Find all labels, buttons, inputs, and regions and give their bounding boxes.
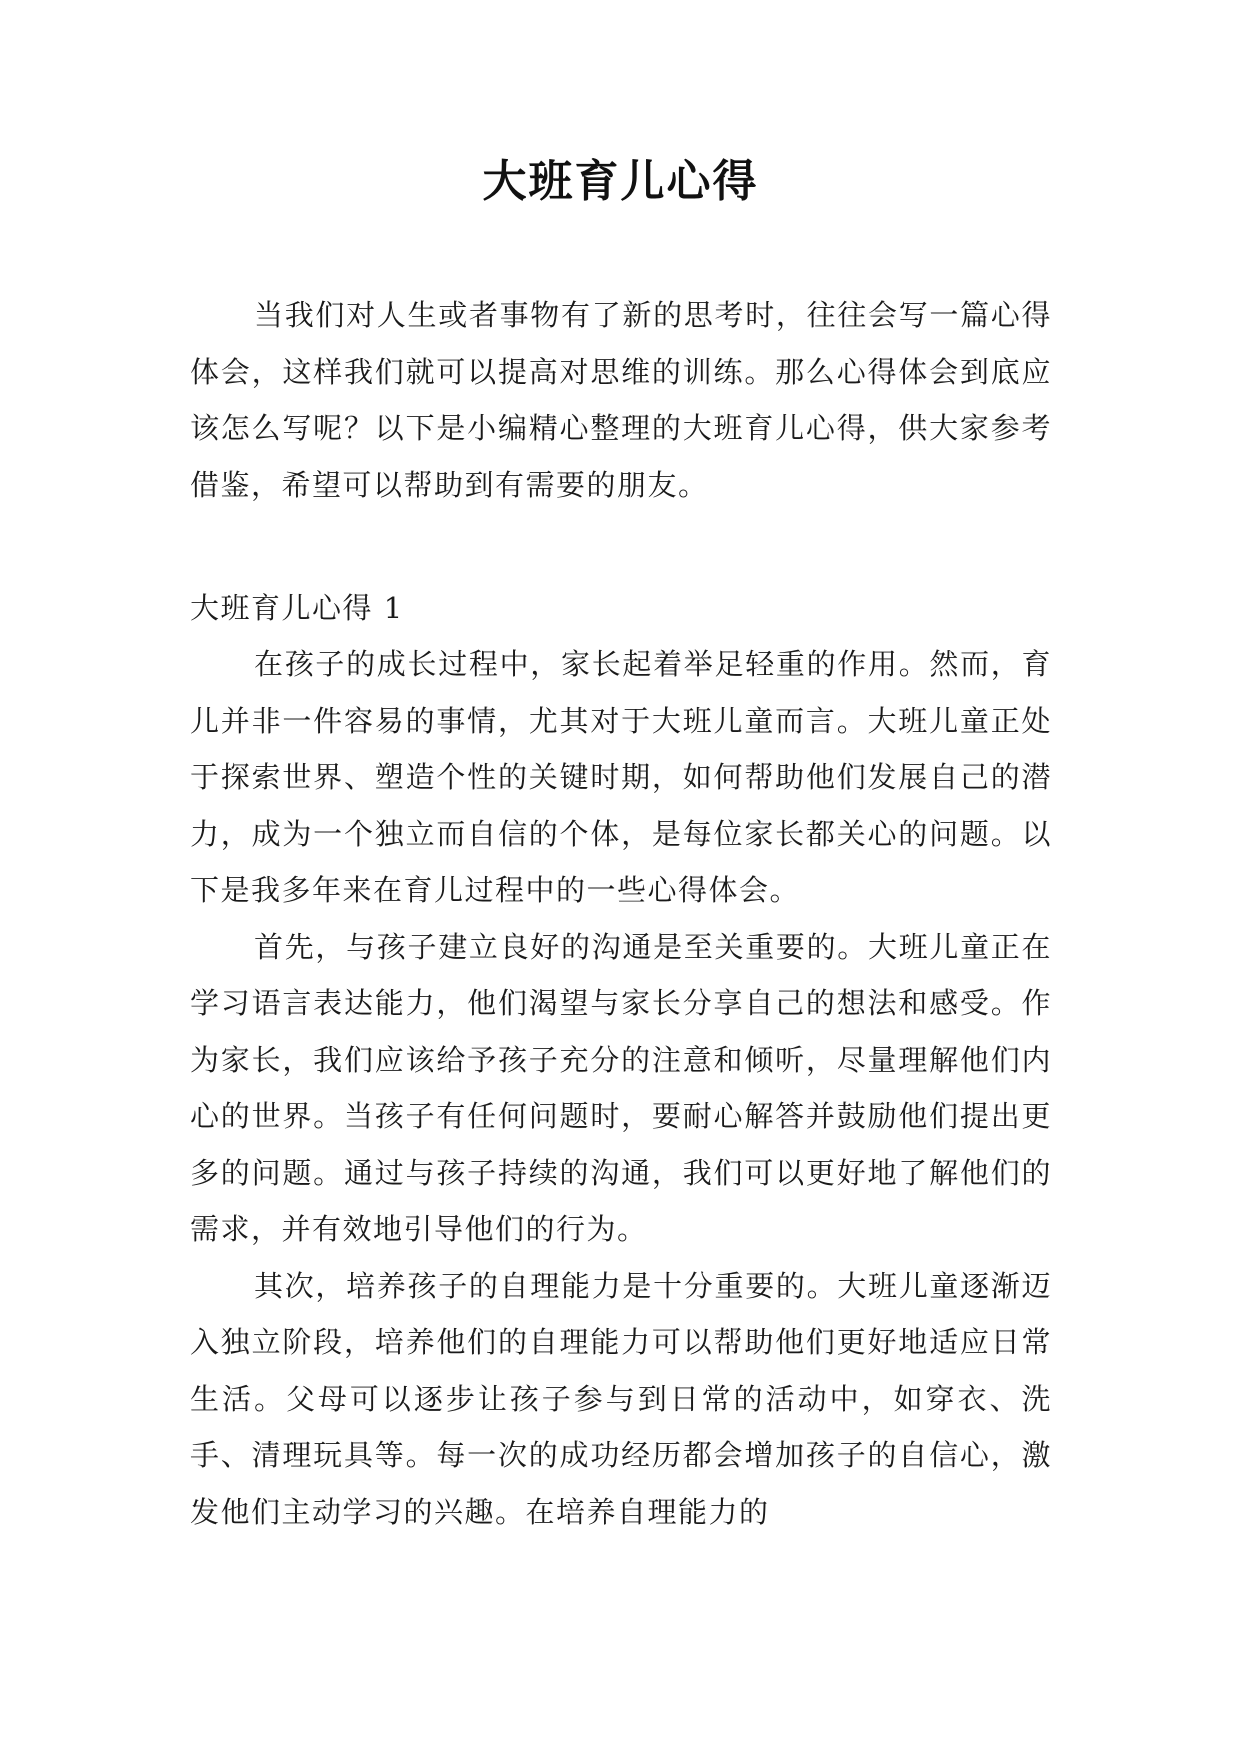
section-paragraph: 首先，与孩子建立良好的沟通是至关重要的。大班儿童正在学习语言表达能力，他们渴望与家长分享自己的想法和感受。作为家长，我们应该给予孩子充分的注意和倾听，尽量理解他们内心的世界。当孩子有任何问题时，要耐心解答并鼓励他们提出更多的问题。通过与孩子持续的沟通，我们可以更好地了解他们的需求，并有效地引导他们的行为。 (190, 929, 1052, 1246)
section-paragraph: 其次，培养孩子的自理能力是十分重要的。大班儿童逐渐迈入独立阶段，培养他们的自理能力可以帮助他们更好地适应日常生活。父母可以逐步让孩子参与到日常的活动中，如穿衣、洗手、清理玩具等。每一次的成功经历都会增加孩子的自信心，激发他们主动学习的兴趣。在培养自理能力的 (190, 1268, 1052, 1529)
section-paragraph: 在孩子的成长过程中，家长起着举足轻重的作用。然而，育儿并非一件容易的事情，尤其对于大班儿童而言。大班儿童正处于探索世界、塑造个性的关键时期，如何帮助他们发展自己的潜力，成为一个独立而自信的个体，是每位家长都关心的问题。以下是我多年来在育儿过程中的一些心得体会。 (190, 647, 1052, 907)
document-title: 大班育儿心得 (482, 156, 759, 207)
intro-paragraph: 当我们对人生或者事物有了新的思考时，往往会写一篇心得体会，这样我们就可以提高对思维的训练。那么心得体会到底应该怎么写呢？以下是小编精心整理的大班育儿心得，供大家参考借鉴，希望可以帮助到有需要的朋友。 (190, 298, 1052, 502)
section-heading: 大班育儿心得 1 (190, 591, 404, 625)
section-body (190, 636, 1052, 1540)
